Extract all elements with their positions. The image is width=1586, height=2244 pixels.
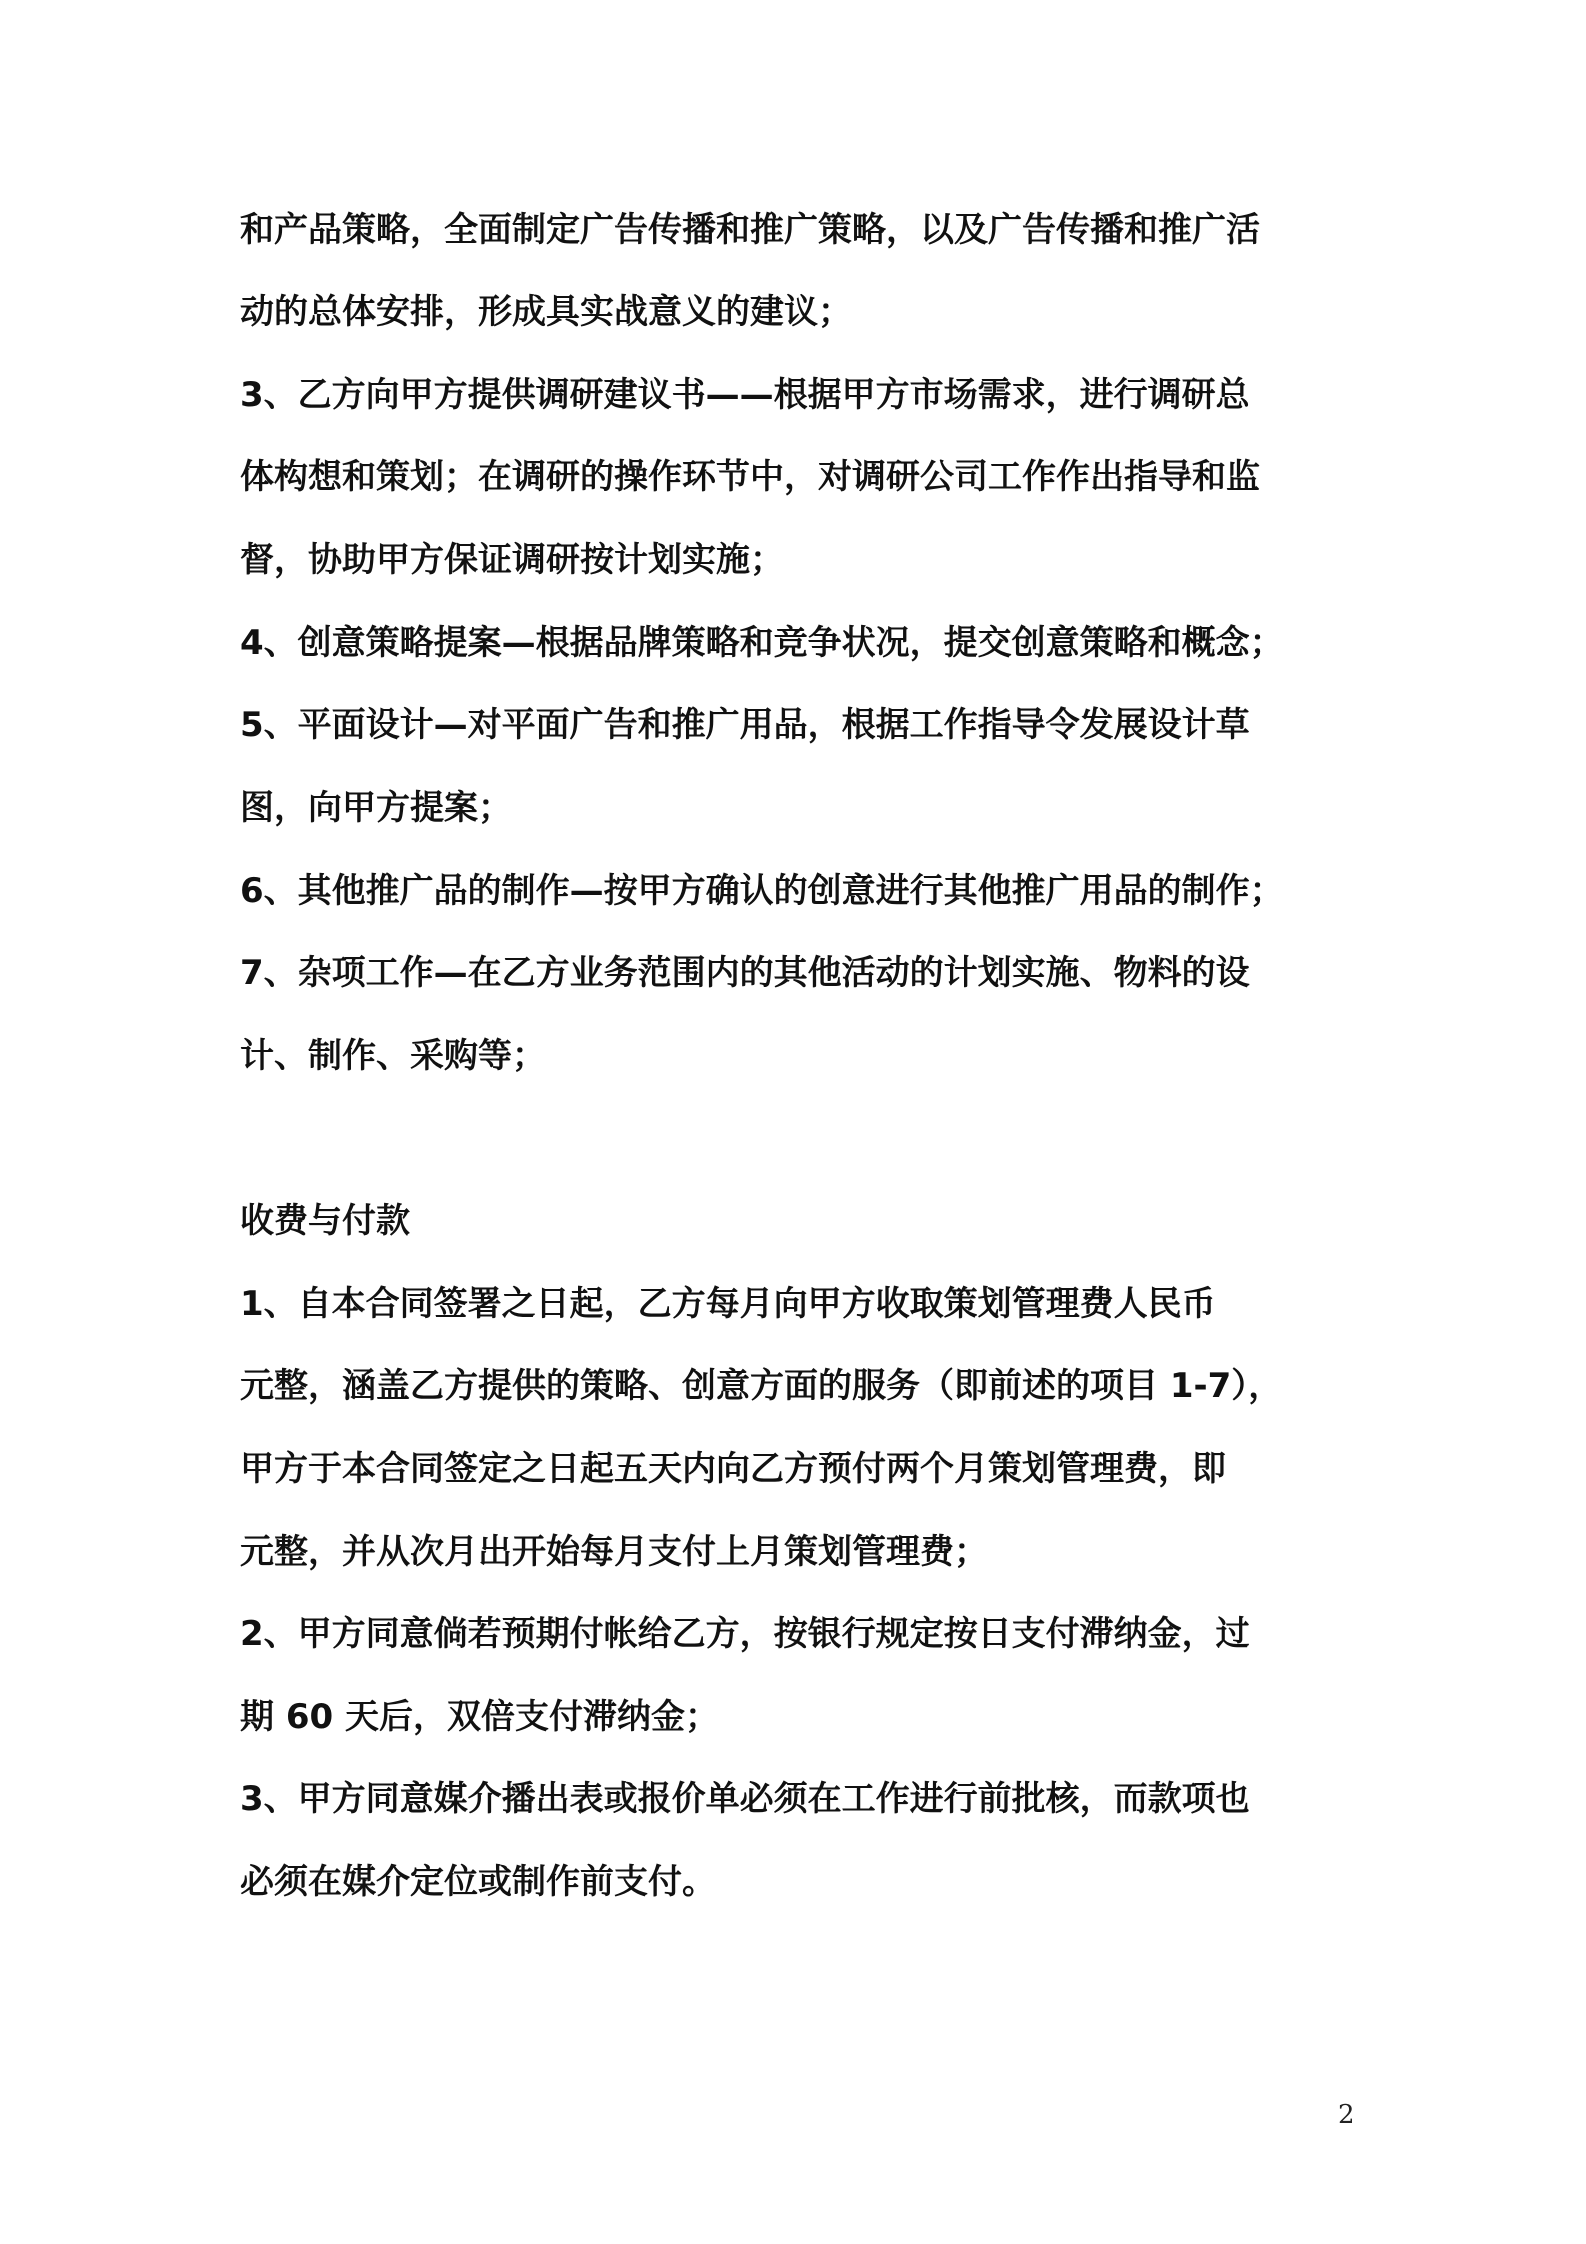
text-line-3: 3、乙方向甲方提供调研建议书——根据甲方市场需求，进行调研总 [240, 375, 1250, 415]
text-line-5: 督，协助甲方保证调研按计划实施； [240, 540, 784, 580]
text-line-19: 3、甲方同意媒介播出表或报价单必须在工作进行前批核，而款项也 [240, 1779, 1250, 1819]
text-line-11: 计、制作、采购等； [240, 1036, 546, 1076]
text-line-17: 2、甲方同意倘若预期付帐给乙方，按银行规定按日支付滞纳金，过 [240, 1614, 1250, 1654]
text-line-15: 甲方于本合同签定之日起五天内向乙方预付两个月策划管理费，即 [240, 1449, 1226, 1489]
text-line-4: 体构想和策划；在调研的操作环节中，对调研公司工作作出指导和监 [240, 457, 1260, 497]
text-line-10: 7、杂项工作—在乙方业务范围内的其他活动的计划实施、物料的设 [240, 953, 1250, 993]
text-line-14: 元整，涵盖乙方提供的策略、创意方面的服务（即前述的项目 1-7）， [240, 1366, 1283, 1406]
text-line-20: 必须在媒介定位或制作前支付。 [240, 1862, 716, 1902]
text-line-7: 5、平面设计—对平面广告和推广用品，根据工作指导令发展设计草 [240, 705, 1250, 745]
page-number: 2 [1338, 2100, 1355, 2130]
text-line-9: 6、其他推广品的制作—按甲方确认的创意进行其他推广用品的制作； [240, 871, 1284, 911]
text-line-18: 期 60 天后，双倍支付滞纳金； [240, 1697, 719, 1737]
text-line-1: 和产品策略，全面制定广告传播和推广策略，以及广告传播和推广活 [240, 210, 1260, 250]
text-line-6: 4、创意策略提案—根据品牌策略和竞争状况，提交创意策略和概念； [240, 623, 1284, 663]
text-line-16: 元整，并从次月出开始每月支付上月策划管理费； [240, 1532, 988, 1572]
section-heading: 收费与付款 [240, 1201, 410, 1241]
text-line-2: 动的总体安排，形成具实战意义的建议； [240, 292, 852, 332]
text-line-13: 1、自本合同签署之日起，乙方每月向甲方收取策划管理费人民币 [240, 1284, 1216, 1324]
text-line-8: 图，向甲方提案； [240, 788, 512, 828]
